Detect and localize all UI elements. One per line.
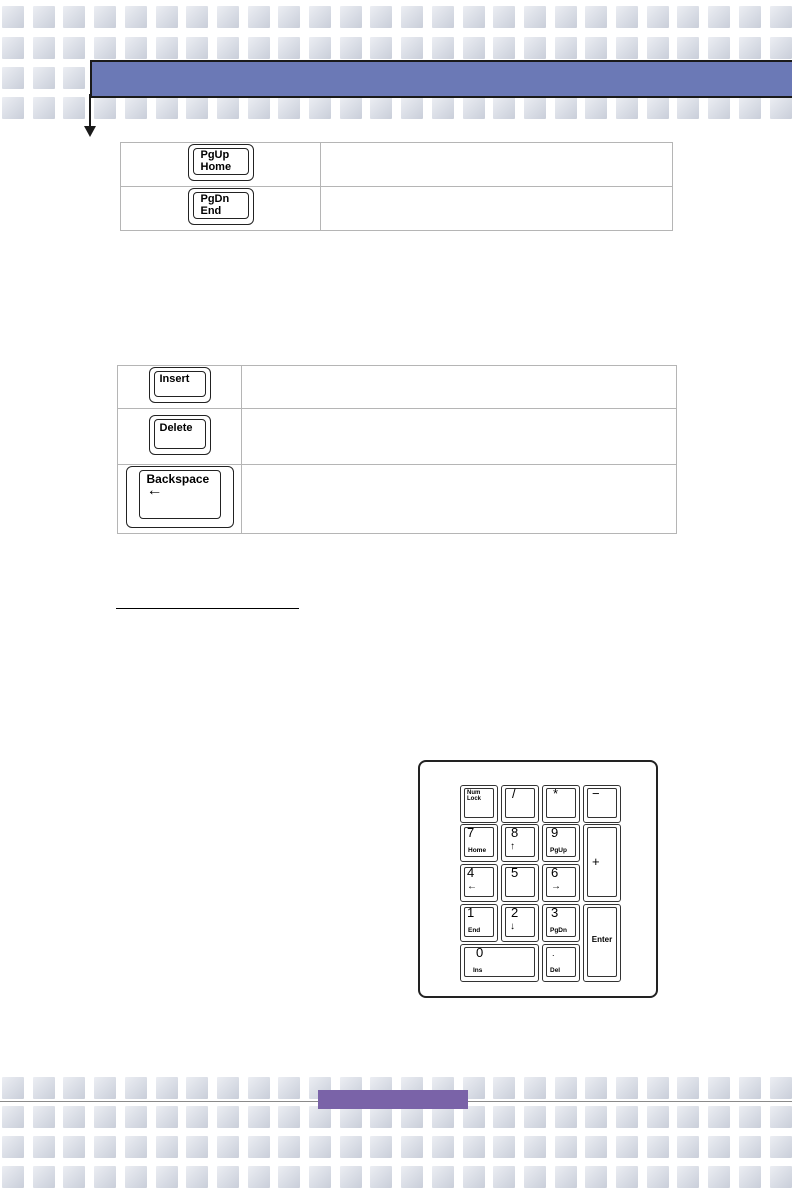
- enter-key-icon: [583, 904, 621, 982]
- decorative-tile: [677, 97, 699, 119]
- decorative-tile: [770, 1166, 792, 1188]
- key-cell: [118, 409, 242, 465]
- decorative-tile: [186, 1166, 208, 1188]
- decorative-tile: [248, 37, 270, 59]
- decorative-tile: [2, 97, 24, 119]
- backspace-key-icon: [126, 466, 234, 528]
- decorative-tile: [401, 97, 423, 119]
- decorative-tile: [33, 1166, 55, 1188]
- decorative-tile: [677, 1136, 699, 1158]
- decorative-tile: [63, 1077, 85, 1099]
- key-label: 5: [511, 865, 519, 880]
- decorative-tile: [401, 37, 423, 59]
- decorative-tile: [555, 37, 577, 59]
- key-label: Home: [200, 161, 232, 173]
- key-label: End: [200, 205, 222, 217]
- decorative-tile: [248, 1077, 270, 1099]
- key-cell: [118, 465, 242, 534]
- decorative-tile: [677, 1106, 699, 1128]
- decorative-tile: [278, 1077, 300, 1099]
- decorative-tile: [217, 97, 239, 119]
- key-label: Num: [467, 790, 481, 796]
- decorative-tile: [248, 1136, 270, 1158]
- decorative-tile: [186, 1077, 208, 1099]
- decorative-tile: [370, 1136, 392, 1158]
- decorative-tile: [2, 1136, 24, 1158]
- key-label: 8: [511, 825, 519, 840]
- key-label: PgDn: [200, 193, 230, 205]
- table-row: [118, 366, 677, 409]
- numpad-5-key-icon: [501, 864, 539, 902]
- decorative-tile: [125, 1077, 147, 1099]
- decorative-tile: [463, 37, 485, 59]
- decorative-tile: [463, 97, 485, 119]
- key-label: .: [552, 948, 555, 958]
- decorative-tile: [585, 1106, 607, 1128]
- decorative-tile: [585, 37, 607, 59]
- decorative-tile: [770, 37, 792, 59]
- decorative-tile: [401, 1136, 423, 1158]
- decorative-tile: [63, 37, 85, 59]
- decorative-tile: [156, 1166, 178, 1188]
- decorative-tile: [493, 1166, 515, 1188]
- decorative-tile: [156, 37, 178, 59]
- decorative-tile: [524, 1136, 546, 1158]
- decorative-tile: [708, 1106, 730, 1128]
- numpad-0-ins-key-icon: [460, 944, 539, 982]
- chapter-header-bar: [90, 60, 792, 98]
- decorative-tile: [647, 37, 669, 59]
- slash-key-icon: [501, 785, 539, 823]
- page-number-tab: [318, 1090, 468, 1109]
- decorative-tile: [708, 6, 730, 28]
- decorative-tile: [33, 6, 55, 28]
- decorative-tile: [2, 1077, 24, 1099]
- decorative-tile: [309, 6, 331, 28]
- decorative-tile: [94, 1136, 116, 1158]
- key-label: PgUp: [550, 847, 567, 854]
- decorative-tile: [248, 1106, 270, 1128]
- key-description: [242, 366, 677, 409]
- decorative-tile: [616, 37, 638, 59]
- decorative-tile: [340, 1166, 362, 1188]
- decorative-tile: [156, 1136, 178, 1158]
- decorative-tile: [186, 37, 208, 59]
- decorative-tile: [2, 37, 24, 59]
- decorative-tile: [493, 6, 515, 28]
- table-row: [118, 409, 677, 465]
- decorative-tile: [770, 1077, 792, 1099]
- decorative-tile: [739, 1077, 761, 1099]
- decorative-tile: [278, 37, 300, 59]
- key-label: PgUp: [200, 149, 230, 161]
- backspace-arrow-icon: ←: [146, 482, 163, 499]
- decorative-tile: [770, 1136, 792, 1158]
- insert-key-icon: [149, 367, 211, 403]
- decorative-tile: [63, 97, 85, 119]
- decorative-tile: [493, 1106, 515, 1128]
- decorative-tile: [156, 97, 178, 119]
- tile-row: [0, 1166, 792, 1188]
- key-label: −: [592, 786, 600, 801]
- key-label: Del: [550, 967, 561, 974]
- decorative-tile: [217, 37, 239, 59]
- decorative-tile: [2, 6, 24, 28]
- numpad-2-down-key-icon: [501, 904, 539, 942]
- key-label: *: [553, 786, 559, 801]
- key-description: [321, 143, 673, 187]
- key-description: [242, 409, 677, 465]
- decorative-tile: [524, 1077, 546, 1099]
- decorative-tile: [463, 6, 485, 28]
- decorative-tile: [401, 1106, 423, 1128]
- decorative-tile: [647, 1106, 669, 1128]
- decorative-tile: [708, 97, 730, 119]
- decorative-tile: [739, 1166, 761, 1188]
- key-label: Home: [468, 847, 487, 854]
- decorative-tile: [616, 1077, 638, 1099]
- key-label: 6: [551, 865, 559, 880]
- pgdn-end-key-icon: [188, 188, 254, 225]
- decorative-tile: [94, 6, 116, 28]
- numpad-1-end-key-icon: [460, 904, 498, 942]
- decorative-tile: [524, 1166, 546, 1188]
- decorative-tile: [585, 1166, 607, 1188]
- down-arrow-icon: [84, 126, 96, 137]
- decorative-tile: [432, 1106, 454, 1128]
- decorative-tile: [493, 1136, 515, 1158]
- decorative-tile: [186, 97, 208, 119]
- decorative-tile: [63, 1166, 85, 1188]
- decorative-tile: [370, 1166, 392, 1188]
- decorative-tile: [585, 1077, 607, 1099]
- key-label: /: [512, 786, 516, 801]
- decorative-tile: [555, 1077, 577, 1099]
- key-label: 4: [467, 865, 475, 880]
- decorative-tile: [401, 1166, 423, 1188]
- decorative-tile: [647, 6, 669, 28]
- tile-row: [0, 6, 792, 28]
- decorative-tile: [156, 1106, 178, 1128]
- decorative-tile: [309, 37, 331, 59]
- key-label: +: [592, 854, 600, 869]
- decorative-tile: [493, 37, 515, 59]
- decorative-tile: [647, 1077, 669, 1099]
- decorative-tile: [94, 1166, 116, 1188]
- section-heading-underline: [116, 608, 299, 609]
- decorative-tile: [524, 6, 546, 28]
- decorative-tile: [555, 1136, 577, 1158]
- pgup-home-key-icon: [188, 144, 254, 181]
- decorative-tile: [94, 1077, 116, 1099]
- key-label: End: [468, 927, 481, 934]
- numlock-key-icon: [460, 785, 498, 823]
- decorative-tile: [309, 1136, 331, 1158]
- decorative-tile: [616, 97, 638, 119]
- decorative-tile: [217, 1106, 239, 1128]
- key-label: Backspace: [146, 472, 210, 486]
- decorative-tile: [94, 37, 116, 59]
- key-label: 0: [476, 945, 484, 960]
- decorative-tile: [708, 1077, 730, 1099]
- tile-row: [0, 97, 792, 119]
- decorative-tile: [585, 97, 607, 119]
- decorative-tile: [677, 1077, 699, 1099]
- decorative-tile: [524, 37, 546, 59]
- key-cell: [121, 143, 321, 187]
- right-arrow-icon: →: [551, 881, 561, 892]
- decorative-tile: [2, 67, 24, 89]
- left-arrow-icon: ←: [467, 881, 477, 892]
- decorative-tile: [432, 1166, 454, 1188]
- up-arrow-icon: ↑: [510, 841, 515, 852]
- decorative-tile: [370, 1106, 392, 1128]
- decorative-tile: [708, 37, 730, 59]
- decorative-tile: [156, 1077, 178, 1099]
- delete-key-icon: [149, 415, 211, 455]
- decorative-tile: [524, 97, 546, 119]
- decorative-tile: [63, 1136, 85, 1158]
- tile-row: [0, 37, 792, 59]
- decorative-tile: [125, 1166, 147, 1188]
- numpad-4-left-key-icon: [460, 864, 498, 902]
- key-cell: [121, 187, 321, 231]
- minus-key-icon: [583, 785, 621, 823]
- decorative-tile: [432, 97, 454, 119]
- key-label: PgDn: [550, 927, 567, 934]
- decorative-tile: [217, 1077, 239, 1099]
- decorative-tile: [248, 97, 270, 119]
- decorative-tile: [370, 6, 392, 28]
- header-pointer-line: [89, 94, 91, 128]
- decorative-tile: [647, 1136, 669, 1158]
- decorative-tile: [463, 1136, 485, 1158]
- decorative-tile: [94, 1106, 116, 1128]
- numpad-6-right-key-icon: [542, 864, 580, 902]
- decorative-tile: [585, 6, 607, 28]
- decorative-tile: [278, 6, 300, 28]
- down-arrow-icon: ↓: [510, 921, 515, 932]
- decorative-tile: [33, 1106, 55, 1128]
- decorative-tile: [278, 97, 300, 119]
- decorative-tile: [248, 1166, 270, 1188]
- decorative-tile: [33, 97, 55, 119]
- decorative-tile: [309, 1106, 331, 1128]
- tile-row: [0, 1106, 792, 1128]
- decorative-tile: [616, 6, 638, 28]
- table-row: [118, 465, 677, 534]
- decorative-tile: [33, 1077, 55, 1099]
- decorative-tile: [677, 1166, 699, 1188]
- decorative-tile: [217, 6, 239, 28]
- decorative-tile: [248, 6, 270, 28]
- decorative-tile: [463, 1166, 485, 1188]
- decorative-tile: [125, 1136, 147, 1158]
- decorative-tile: [555, 1166, 577, 1188]
- key-description: [321, 187, 673, 231]
- decorative-tile: [186, 1106, 208, 1128]
- decorative-tile: [770, 97, 792, 119]
- decorative-tile: [63, 6, 85, 28]
- decorative-tile: [555, 6, 577, 28]
- decorative-tile: [432, 6, 454, 28]
- decorative-tile: [340, 6, 362, 28]
- key-label: Lock: [467, 796, 482, 802]
- decorative-tile: [401, 6, 423, 28]
- decorative-tile: [156, 6, 178, 28]
- decorative-tile: [739, 37, 761, 59]
- decorative-tile: [33, 1136, 55, 1158]
- tile-row: [0, 1136, 792, 1158]
- decorative-tile: [125, 6, 147, 28]
- numpad-3-pgdn-key-icon: [542, 904, 580, 942]
- decorative-tile: [708, 1166, 730, 1188]
- table-row: [121, 187, 673, 231]
- decorative-tile: [2, 1106, 24, 1128]
- decorative-tile: [616, 1136, 638, 1158]
- decorative-tile: [340, 97, 362, 119]
- decorative-tile: [370, 37, 392, 59]
- decorative-tile: [63, 67, 85, 89]
- decorative-tile: [647, 1166, 669, 1188]
- decorative-tile: [616, 1166, 638, 1188]
- decorative-tile: [63, 1106, 85, 1128]
- decorative-tile: [370, 97, 392, 119]
- decorative-tile: [33, 37, 55, 59]
- plus-key-icon: [583, 824, 621, 902]
- decorative-tile: [493, 97, 515, 119]
- navigation-keys-table: [120, 142, 673, 231]
- key-description: [242, 465, 677, 534]
- decorative-tile: [217, 1136, 239, 1158]
- decorative-tile: [94, 97, 116, 119]
- decorative-tile: [186, 6, 208, 28]
- decorative-tile: [278, 1166, 300, 1188]
- decorative-tile: [217, 1166, 239, 1188]
- key-label: 2: [511, 905, 519, 920]
- numpad-8-up-key-icon: [501, 824, 539, 862]
- numpad-7-home-key-icon: [460, 824, 498, 862]
- key-label: Delete: [159, 422, 193, 434]
- key-cell: [118, 366, 242, 409]
- decorative-tile: [739, 1106, 761, 1128]
- decorative-tile: [524, 1106, 546, 1128]
- decorative-tile: [463, 1106, 485, 1128]
- key-label: Enter: [591, 935, 613, 944]
- editing-keys-table: [117, 365, 677, 534]
- decorative-tile: [708, 1136, 730, 1158]
- decorative-tile: [125, 1106, 147, 1128]
- decorative-tile: [186, 1136, 208, 1158]
- decorative-tile: [309, 1166, 331, 1188]
- decorative-tile: [739, 97, 761, 119]
- numpad-9-pgup-key-icon: [542, 824, 580, 862]
- key-label: Insert: [159, 373, 190, 385]
- decorative-tile: [555, 97, 577, 119]
- decorative-tile: [2, 1166, 24, 1188]
- decorative-tile: [309, 97, 331, 119]
- decorative-tile: [493, 1077, 515, 1099]
- decorative-tile: [33, 67, 55, 89]
- decorative-tile: [432, 37, 454, 59]
- decorative-tile: [677, 6, 699, 28]
- decorative-tile: [739, 1136, 761, 1158]
- decorative-tile: [278, 1136, 300, 1158]
- key-label: Ins: [473, 967, 483, 974]
- decorative-tile: [770, 1106, 792, 1128]
- key-label: 3: [551, 905, 559, 920]
- decorative-tile: [677, 37, 699, 59]
- decorative-tile: [340, 1106, 362, 1128]
- decorative-tile: [125, 97, 147, 119]
- numpad-dot-del-key-icon: [542, 944, 580, 982]
- key-label: 9: [551, 825, 559, 840]
- decorative-tile: [739, 6, 761, 28]
- decorative-tile: [125, 37, 147, 59]
- table-row: [121, 143, 673, 187]
- decorative-tile: [616, 1106, 638, 1128]
- decorative-tile: [647, 97, 669, 119]
- decorative-tile: [340, 1136, 362, 1158]
- decorative-tile: [432, 1136, 454, 1158]
- decorative-tile: [585, 1136, 607, 1158]
- decorative-tile: [555, 1106, 577, 1128]
- asterisk-key-icon: [542, 785, 580, 823]
- decorative-tile: [770, 6, 792, 28]
- decorative-tile: [278, 1106, 300, 1128]
- key-label: 1: [467, 905, 475, 920]
- key-label: 7: [467, 825, 475, 840]
- decorative-tile: [340, 37, 362, 59]
